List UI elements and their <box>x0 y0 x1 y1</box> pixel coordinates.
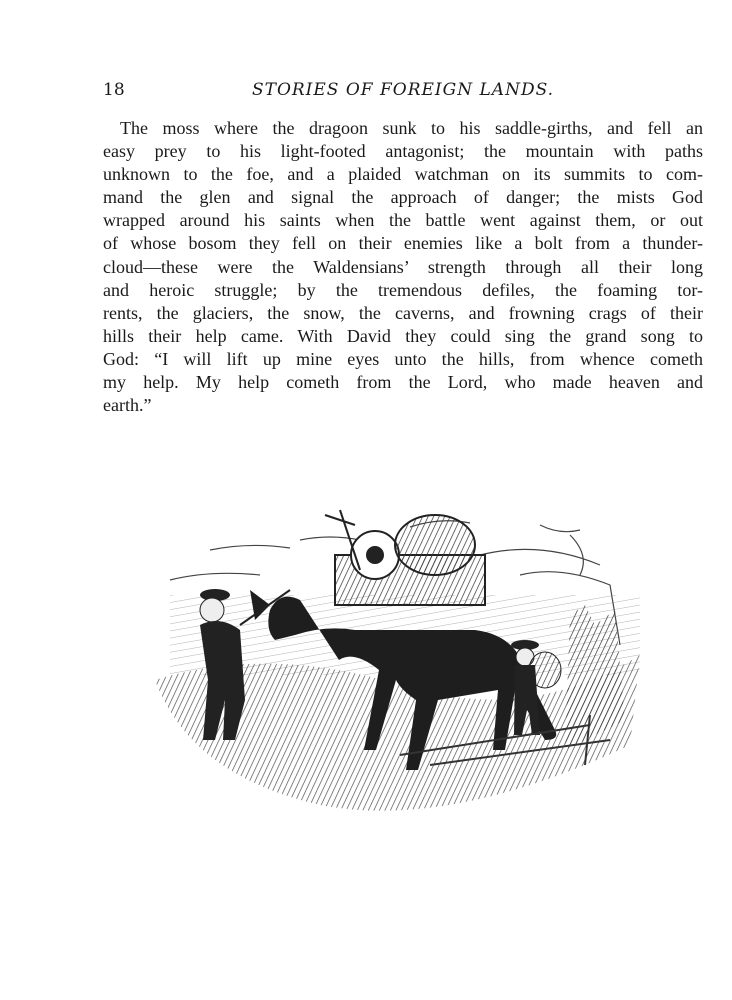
text-line: mand the glen and signal the approach of danger; the mists God <box>103 187 703 208</box>
page-header <box>103 80 703 106</box>
text-line: earth.” <box>103 395 152 416</box>
running-title: STORIES OF FOREIGN LANDS. <box>251 80 555 100</box>
pack-load <box>325 510 485 605</box>
body-paragraph <box>103 117 703 417</box>
text-line: cloud—these were the Waldensians’ strength through all their long <box>103 256 703 277</box>
text-line: wrapped around his saints when the battle went against them, or out <box>103 210 703 231</box>
text-line: The moss where the dragoon sunk to his saddle-girths, and fell an <box>120 118 703 138</box>
text-line: my help. My help cometh from the Lord, who made heaven and <box>103 372 703 393</box>
text-line: of whose bosom they fell on their enemies like a bolt from a thunder- <box>103 233 703 254</box>
text-line: hills their help came. With David they could sing the grand song to <box>103 325 703 346</box>
page-number: 18 <box>103 80 125 100</box>
text-line: God: “I will lift up mine eyes unto the hills, from whence cometh <box>103 348 703 369</box>
engraving-illustration <box>150 485 645 830</box>
text-line: and heroic struggle; by the tremendous defiles, the foaming tor- <box>103 279 703 300</box>
text-line: rents, the glaciers, the snow, the caverns, and frowning crags of their <box>103 302 703 323</box>
text-line: unknown to the foe, and a plaided watchman on its summits to com- <box>103 164 703 185</box>
text-line: easy prey to his light-footed antagonist; the mountain with paths <box>103 141 703 162</box>
